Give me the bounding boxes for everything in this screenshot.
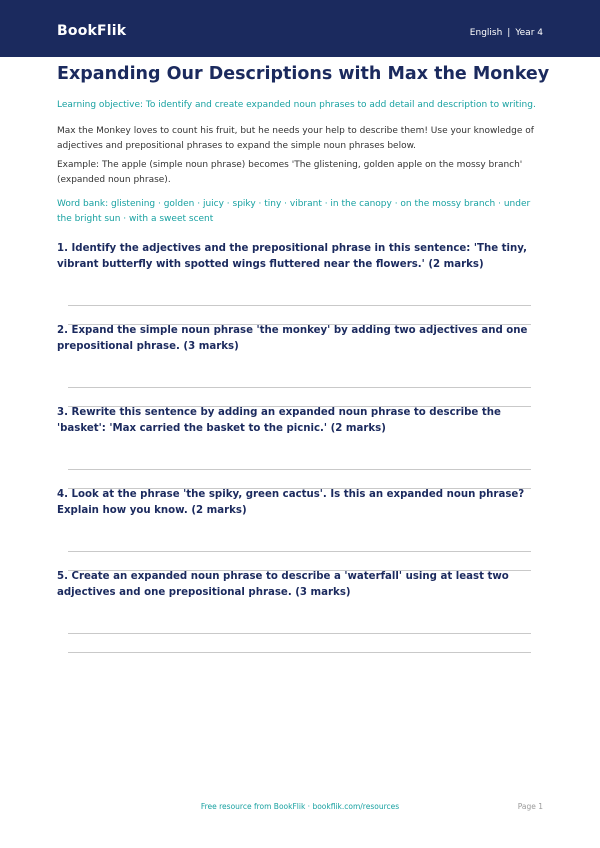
intro-text: Max the Monkey loves to count his fruit, but he needs your help to describe them! Use your knowledge of adjectives and prepositional phrases to expand the simple noun phrases below.: [57, 126, 534, 151]
subject-label: English: [469, 28, 503, 38]
header-bar: [0, 0, 600, 57]
question-2: 2. Expand the simple noun phrase 'the monkey' by adding two adjectives and one prepositional phrase. (3 marks): [57, 325, 528, 352]
subject-year-label: [470, 28, 543, 38]
answer-line-4a[interactable]: [68, 551, 531, 552]
year-label: Year 4: [515, 28, 543, 38]
answer-line-5b[interactable]: [68, 652, 531, 653]
word-bank: Word bank: glistening · golden · juicy · spiky · tiny · vibrant · in the canopy · on the mossy branch · under the bright sun · with a sweet scent: [57, 199, 531, 224]
answer-line-1a[interactable]: [68, 305, 531, 306]
footer-text: Free resource from BookFlik · bookflik.com/resources: [200, 802, 400, 811]
answer-line-3a[interactable]: [68, 469, 531, 470]
question-5: 5. Create an expanded noun phrase to describe a 'waterfall' using at least two adjectives and one prepositional phrase. (3 marks): [57, 571, 509, 598]
answer-line-5a[interactable]: [68, 633, 531, 634]
learning-objective: Learning objective: To identify and create expanded noun phrases to add detail and description to writing.: [57, 100, 536, 110]
meta-separator: |: [507, 28, 511, 38]
answer-line-2a[interactable]: [68, 387, 531, 388]
page-number: Page 1: [517, 802, 543, 811]
question-4: 4. Look at the phrase 'the spiky, green cactus'. Is this an expanded noun phrase? Explain how you know. (2 marks): [57, 489, 525, 516]
brand-logo: BookFlik: [57, 23, 127, 39]
example-text: Example: The apple (simple noun phrase) becomes 'The glistening, golden apple on the mossy branch' (expanded noun phrase).: [57, 160, 523, 185]
question-3: 3. Rewrite this sentence by adding an expanded noun phrase to describe the 'basket': 'Max carried the basket to the picnic.' (2 marks): [57, 407, 501, 434]
question-1: 1. Identify the adjectives and the prepositional phrase in this sentence: 'The tiny, vibrant butterfly with spotted wings fluttered near the flowers.' (2 marks): [57, 243, 528, 270]
page-title: Expanding Our Descriptions with Max the Monkey: [57, 64, 550, 84]
